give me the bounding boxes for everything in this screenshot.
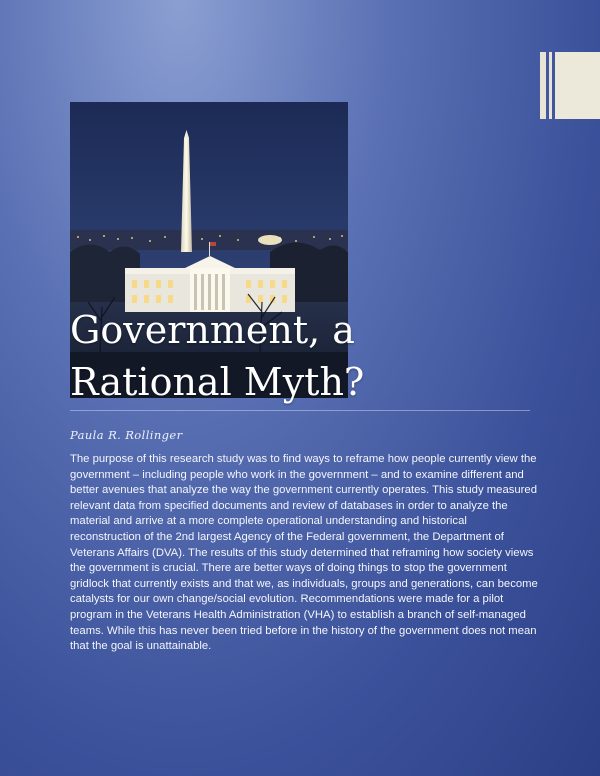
abstract-text: The purpose of this research study was to find ways to reframe how people currently view the government – including people who work in the government – and to examine different and better avenues that analyze the way the government currently operates. This study measured relevant data from specified documents and review of databases in order to analyze the material and arrive at a more complete operational understanding and historical reconstruction of the 2nd largest Agency of the Federal government, the Department of Veterans Affairs (DVA). The results of this study determined that reframing how society views the government is crucial. There are better ways of doing things to stop the government gridlock that currently exists and that we, as individuals, groups and generations, can become catalysts for our own change/social evolution. Recommendations were made for a pilot program in the Veterans Health Administration (VHA) to establish a branch of self-managed teams. While this has never been tried before in the history of the government does not mean that the goal is unattainable. <box>70 453 538 653</box>
document-title <box>70 304 540 408</box>
title-line-2: Rational Myth? <box>70 360 365 404</box>
title-line-1: Government, a <box>70 308 355 352</box>
corner-tab-decoration <box>540 52 600 119</box>
title-divider <box>70 410 530 411</box>
author-name: Paula R. Rollinger <box>70 428 183 442</box>
